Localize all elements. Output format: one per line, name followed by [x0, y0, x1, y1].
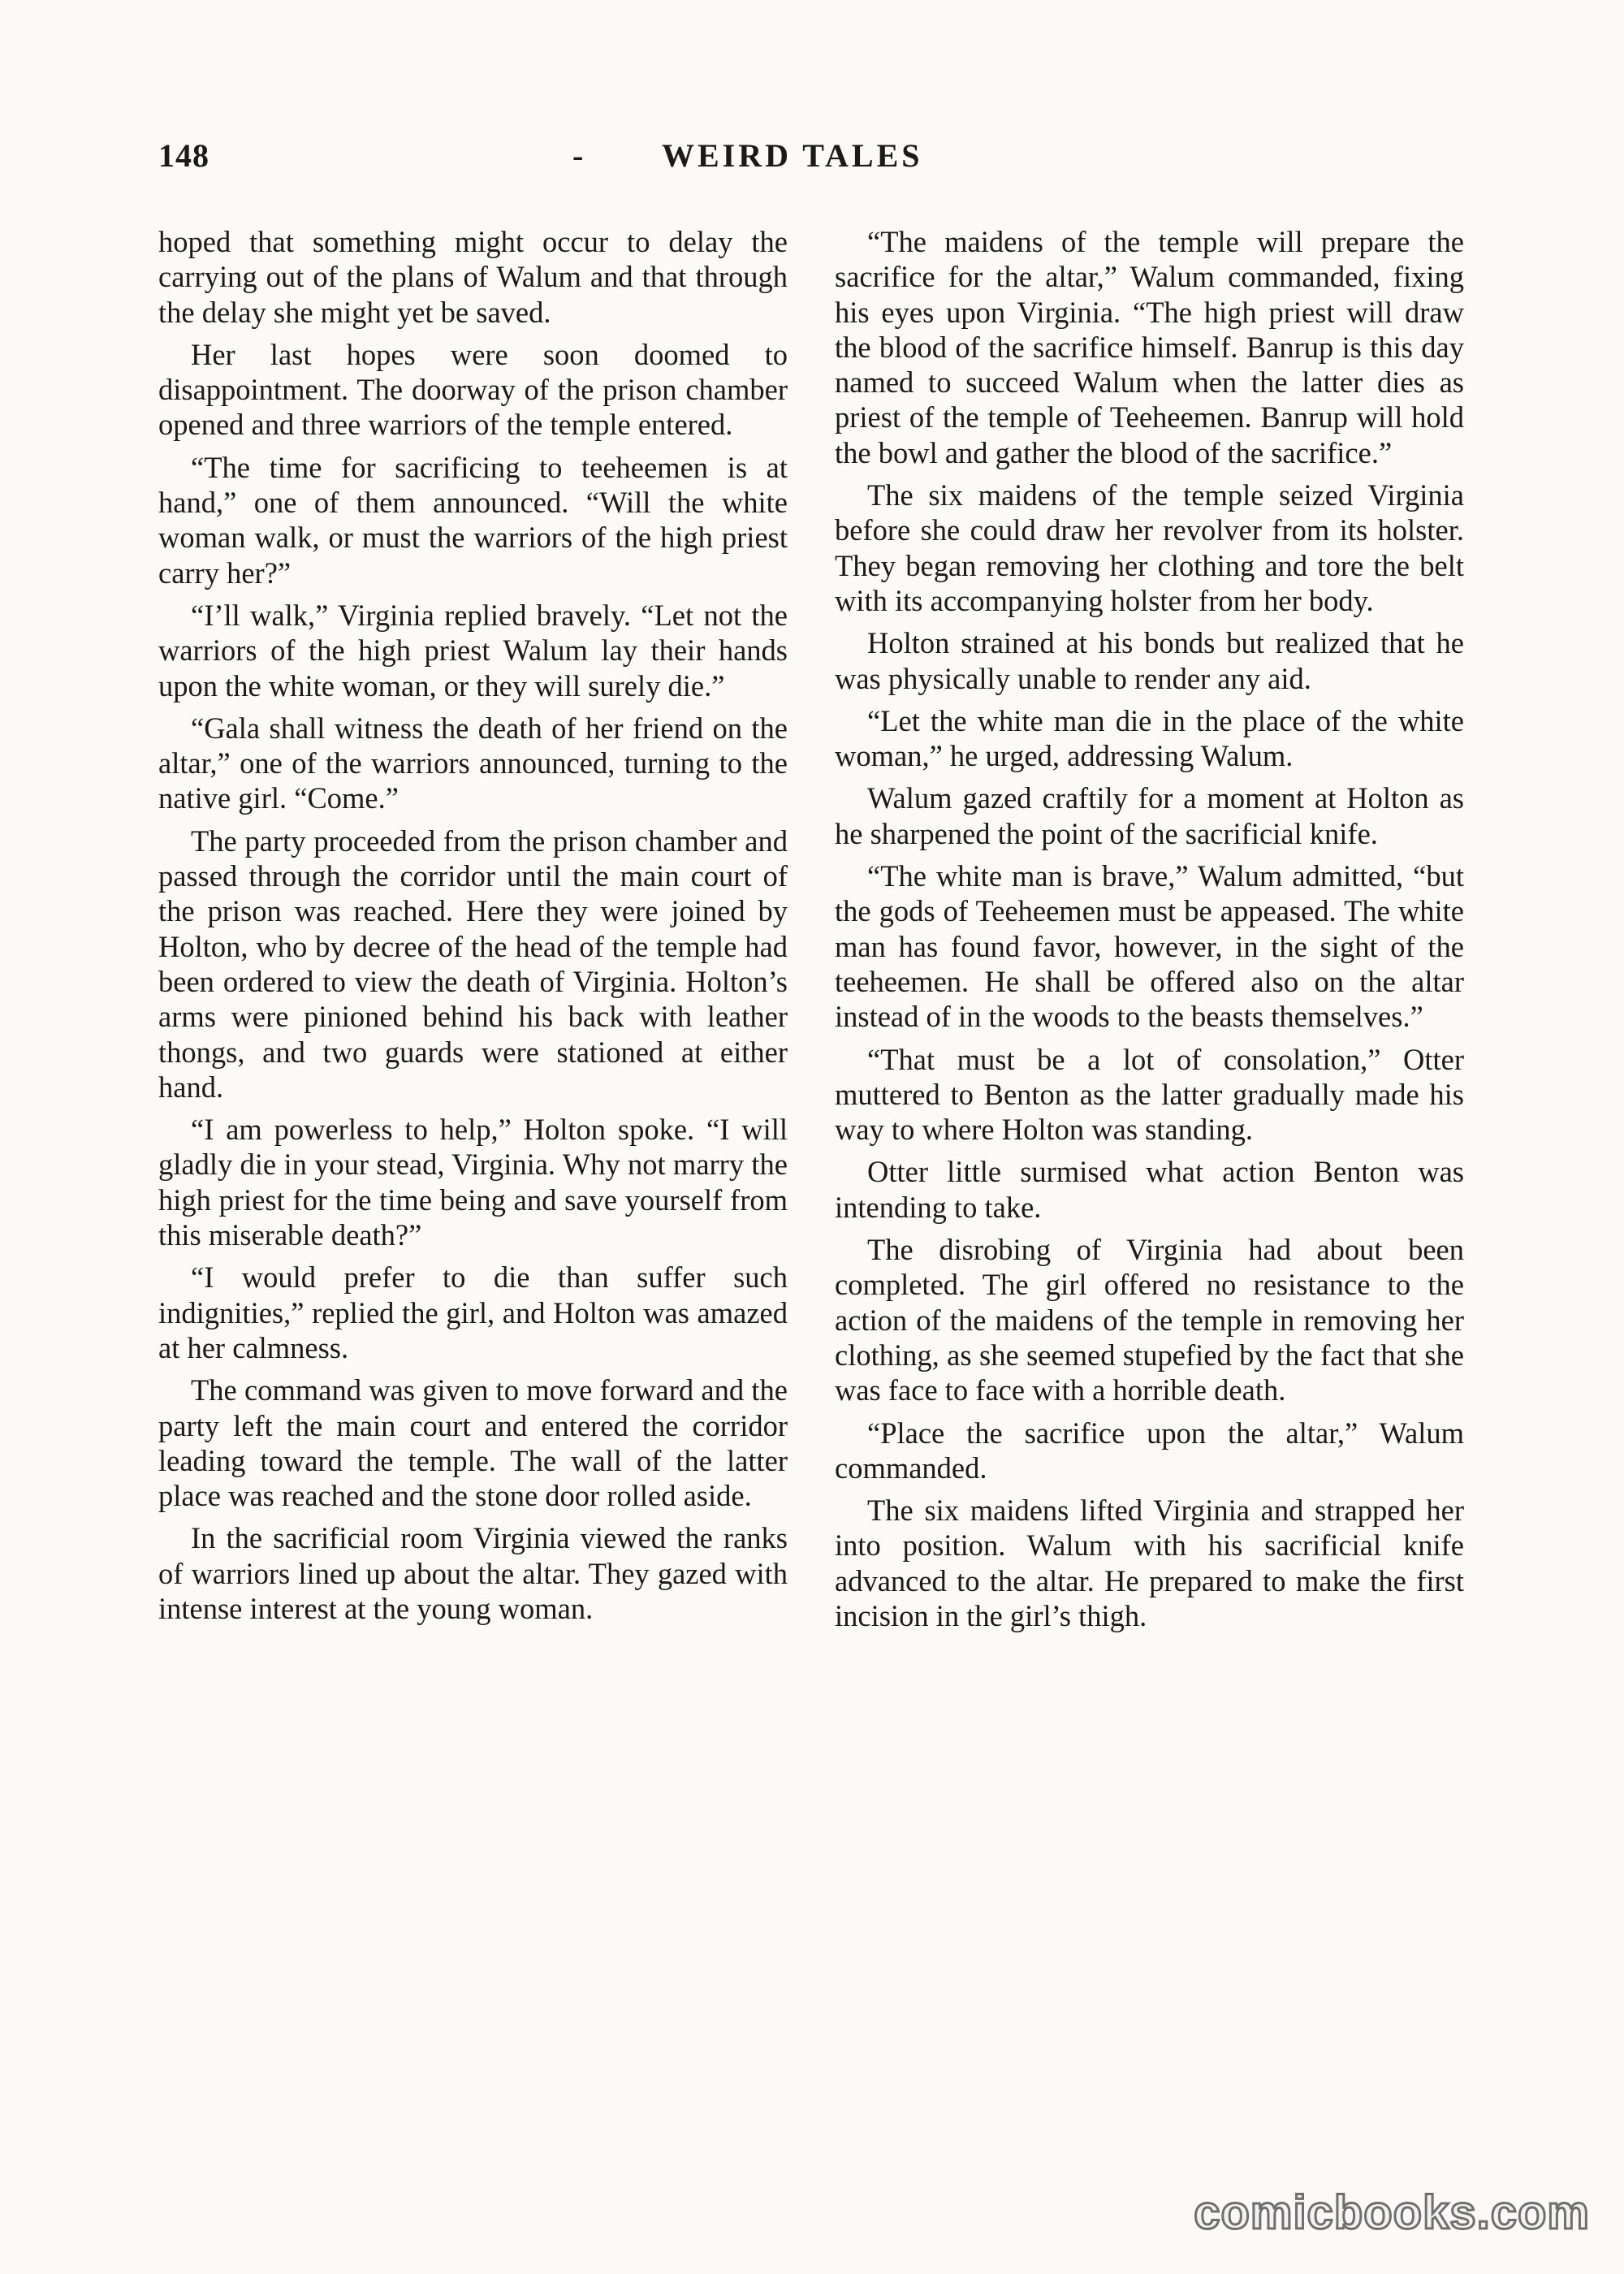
right-paragraph: “The white man is brave,” Walum admitted, “but the gods of Teeheemen must be appeased. The white man has found favor, however, in the sight of the teeheemen. He shall be offered also on the altar instead of in the woods to the beasts themselves.”: [835, 859, 1464, 1034]
left-paragraph: “I’ll walk,” Virginia replied bravely. “Let not the warriors of the high priest Walum lay their hands upon the white woman, or they will surely die.”: [158, 598, 788, 703]
right-paragraph: Holton strained at his bonds but realized that he was physically unable to render any aid.: [835, 626, 1464, 695]
left-paragraph: “I am powerless to help,” Holton spoke. “I will gladly die in your stead, Virginia. Why not marry the high priest for the time being and save yourself from this miserable death?”: [158, 1113, 788, 1252]
left-paragraph: “The time for sacrificing to teeheemen is at hand,” one of them announced. “Will the white woman walk, or must the warriors of the high priest carry her?”: [158, 450, 788, 590]
right-paragraph: The disrobing of Virginia had about been completed. The girl offered no resistance to the action of the maidens of the temple in removing her clothing, as she seemed stupefied by the fact that she was face to face with a horrible death.: [835, 1233, 1464, 1407]
right-paragraph: “That must be a lot of consolation,” Otter muttered to Benton as the latter gradually made his way to where Holton was standing.: [835, 1042, 1464, 1147]
left-paragraph: The command was given to move forward and the party left the main court and entered the corridor leading toward the temple. The wall of the latter place was reached and the stone door rolled aside.: [158, 1373, 788, 1513]
right-column: [835, 224, 1464, 1641]
running-title: WEIRD TALES: [662, 137, 923, 174]
right-paragraph: Otter little surmised what action Benton was intending to take.: [835, 1155, 1464, 1224]
right-paragraph: “The maidens of the temple will prepare the sacrifice for the altar,” Walum commanded, fixing his eyes upon Virginia. “The high priest will draw the blood of the sacrifice himself. Banrup is this day named to succeed Walum when the latter dies as priest of the temple of Teeheemen. Banrup will hold the bowl and gather the blood of the sacrifice.”: [835, 225, 1464, 469]
left-paragraph: In the sacrificial room Virginia viewed the ranks of warriors lined up about the altar. They gazed with intense interest at the young woman.: [158, 1521, 788, 1625]
left-paragraph: Her last hopes were soon doomed to disappointment. The doorway of the prison chamber opened and three warriors of the temple entered.: [158, 337, 788, 442]
right-paragraph: Walum gazed craftily for a moment at Holton as he sharpened the point of the sacrificial knife.: [835, 781, 1464, 850]
right-paragraph: “Place the sacrifice upon the altar,” Walum commanded.: [835, 1416, 1464, 1485]
watermark: comicbooks.com: [1194, 2186, 1590, 2239]
left-paragraph: The party proceeded from the prison chamber and passed through the corridor until the main court of the prison was reached. Here they were joined by Holton, who by decree of the head of the temple had been ordered to view the death of Virginia. Holton’s arms were pinioned behind his back with leather thongs, and two guards were stationed at either hand.: [158, 824, 788, 1104]
right-paragraph: “Let the white man die in the place of the white woman,” he urged, addressing Walum.: [835, 703, 1464, 773]
right-paragraph: The six maidens of the temple seized Virginia before she could draw her revolver from its holster. They began removing her clothing and tore the belt with its accompanying holster from her body.: [835, 478, 1464, 617]
page-header: [158, 136, 1466, 185]
left-column: [158, 224, 788, 1633]
left-paragraph: hoped that something might occur to delay the carrying out of the plans of Walum and that through the delay she might yet be saved.: [158, 225, 788, 329]
header-dash: -: [572, 137, 584, 174]
left-paragraph: “Gala shall witness the death of her friend on the altar,” one of the warriors announced, turning to the native girl. “Come.”: [158, 711, 788, 815]
right-paragraph: The six maidens lifted Virginia and strapped her into position. Walum with his sacrificial knife advanced to the altar. He prepared to make the first incision in the girl’s thigh.: [835, 1494, 1464, 1632]
left-paragraph: “I would prefer to die than suffer such indignities,” replied the girl, and Holton was amazed at her calmness.: [158, 1260, 788, 1364]
page-number: 148: [158, 137, 209, 174]
